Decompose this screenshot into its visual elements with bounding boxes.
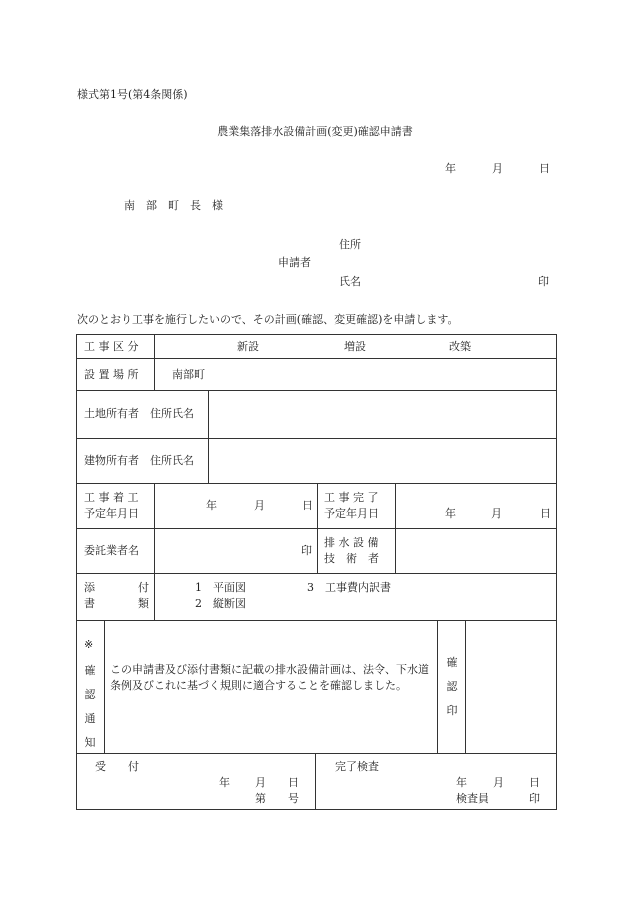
receipt-day[interactable]: 日	[288, 776, 299, 789]
attachments-label-char4: 類	[138, 597, 149, 610]
seal-label-char2: 認	[446, 680, 458, 693]
start-label-line2: 予定年月日	[84, 507, 139, 520]
attachments-label-char3: 書	[84, 597, 95, 610]
start-day[interactable]: 日	[302, 499, 313, 512]
end-label-line2: 予定年月日	[324, 507, 379, 520]
inspection-year[interactable]: 年	[456, 776, 467, 789]
application-table	[76, 334, 557, 810]
start-year[interactable]: 年	[206, 499, 217, 512]
attachment-item-2: 2 縦断図	[195, 597, 246, 610]
date-year: 年	[445, 162, 456, 175]
confirmation-mark: ※	[84, 638, 94, 651]
start-month[interactable]: 月	[254, 499, 265, 512]
location-label: 設 置 場 所	[84, 368, 139, 381]
building-owner-field[interactable]	[209, 439, 555, 482]
receipt-number-prefix: 第	[255, 792, 266, 805]
inspection-day[interactable]: 日	[529, 776, 540, 789]
confirmation-label-char3: 通	[84, 712, 96, 725]
land-owner-label: 土地所有者 住所氏名	[84, 407, 194, 420]
work-type-new[interactable]: 新設	[237, 340, 259, 353]
start-label-line1: 工 事 着 工	[84, 491, 139, 504]
confirmation-label-char4: 知	[84, 736, 96, 749]
applicant-label: 申請者	[278, 256, 311, 269]
addressee: 南 部 町 長 様	[124, 199, 223, 212]
attachment-item-1: 1 平面図	[195, 581, 246, 594]
confirmation-label-char2: 認	[84, 688, 96, 701]
building-owner-label: 建物所有者 住所氏名	[84, 454, 194, 467]
inspector-seal: 印	[529, 792, 540, 805]
location-value[interactable]: 南部町	[172, 368, 205, 381]
receipt-month[interactable]: 月	[255, 776, 266, 789]
intro-text: 次のとおり工事を施行したいので、その計画(確認、変更確認)を申請します。	[77, 313, 459, 326]
applicant-name-label: 氏名	[339, 275, 361, 288]
inspection-month[interactable]: 月	[493, 776, 504, 789]
receipt-label: 受 付	[95, 760, 139, 773]
end-label-line1: 工 事 完 了	[324, 491, 379, 504]
end-year[interactable]: 年	[445, 507, 456, 520]
applicant-seal: 印	[538, 275, 549, 288]
confirmation-text: この申請書及び添付書類に記載の排水設備計画は、法令、下水道条例及びこれに基づく規則に適合することを確認しました。	[110, 663, 429, 692]
seal-label-char1: 確	[446, 656, 458, 669]
attachments-label-char1: 添	[84, 581, 95, 594]
date-month: 月	[492, 162, 503, 175]
engineer-label-line2: 技 術 者	[324, 552, 379, 565]
land-owner-field[interactable]	[209, 391, 555, 437]
form-title: 農業集落排水設備計画(変更)確認申請書	[217, 125, 413, 138]
inspection-label: 完了検査	[335, 760, 379, 773]
form-number: 様式第1号(第4条関係)	[77, 88, 188, 101]
seal-label-char3: 印	[446, 704, 458, 717]
receipt-number-suffix: 号	[288, 792, 299, 805]
date-day: 日	[539, 162, 550, 175]
applicant-address-label: 住所	[339, 238, 361, 251]
attachments-label-char2: 付	[138, 581, 149, 594]
work-type-label: 工 事 区 分	[84, 340, 139, 353]
end-day[interactable]: 日	[540, 507, 551, 520]
engineer-label-line1: 排 水 設 備	[324, 536, 379, 549]
receipt-year[interactable]: 年	[219, 776, 230, 789]
work-type-extension[interactable]: 増設	[344, 340, 366, 353]
work-type-rebuild[interactable]: 改築	[449, 340, 471, 353]
confirmation-label-char1: 確	[84, 664, 96, 677]
contractor-label: 委託業者名	[84, 544, 139, 557]
end-month[interactable]: 月	[491, 507, 502, 520]
contractor-seal: 印	[301, 544, 312, 557]
inspector-label: 検査員	[456, 792, 489, 805]
attachment-item-3: 3 工事費内訳書	[307, 581, 391, 594]
